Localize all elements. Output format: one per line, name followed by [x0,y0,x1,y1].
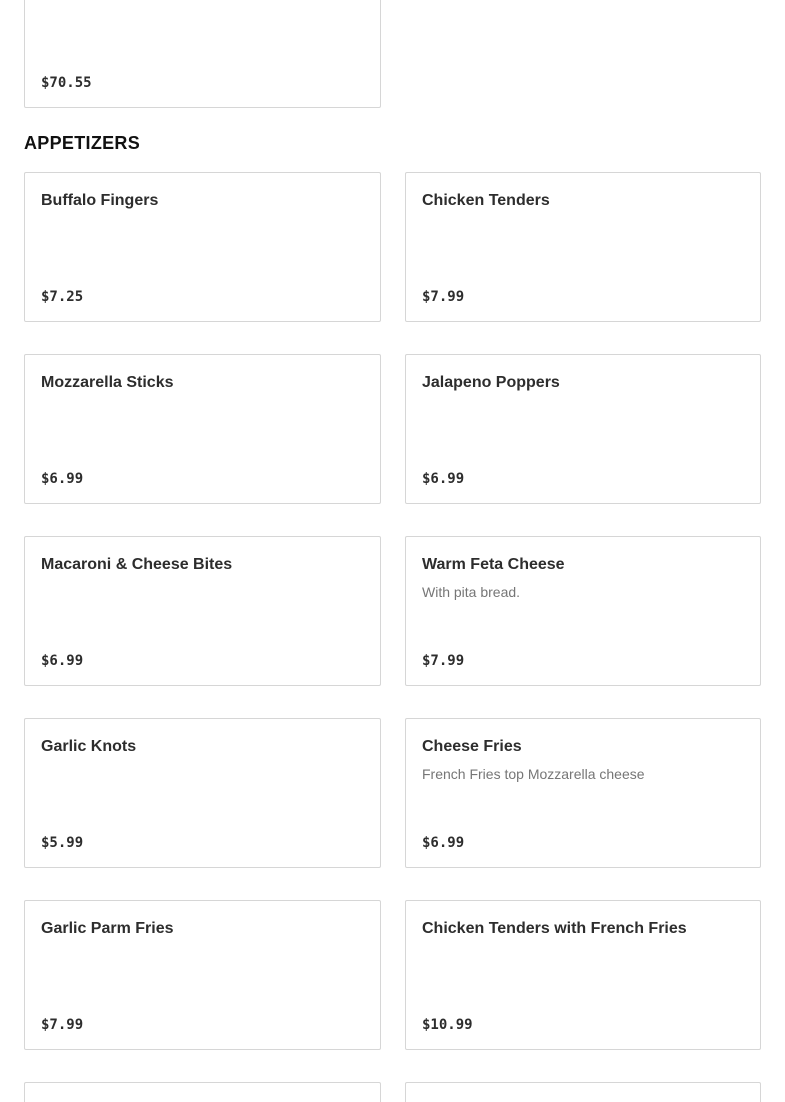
menu-item-card[interactable] [405,536,761,686]
item-price: $7.99 [422,289,465,305]
item-name: Cheese Fries [422,738,522,755]
item-name: Macaroni & Cheese Bites [41,556,233,573]
item-name: Chicken Tenders [422,192,550,209]
item-name: Buffalo Fingers [41,192,159,209]
item-price: $10.99 [422,1017,473,1033]
item-price: $7.99 [41,1017,84,1033]
menu-item-card[interactable] [405,172,761,322]
menu-item-card[interactable] [24,718,381,868]
item-name: Warm Feta Cheese [422,556,565,573]
item-price: $5.99 [41,835,84,851]
menu-item-card[interactable] [24,0,381,108]
menu-item-card[interactable] [24,172,381,322]
item-price: $7.25 [41,289,84,305]
menu-item-card[interactable] [24,354,381,504]
item-price: $7.99 [422,653,465,669]
menu-item-card[interactable] [405,718,761,868]
item-price: $6.99 [41,653,84,669]
item-price: $6.99 [422,471,465,487]
menu-item-card[interactable] [405,354,761,504]
item-name: Jalapeno Poppers [422,374,560,391]
item-name: Mozzarella Sticks [41,374,174,391]
menu-item-card[interactable] [24,536,381,686]
menu-item-card[interactable] [405,1082,761,1102]
item-price: $6.99 [422,835,465,851]
menu-item-card[interactable] [405,900,761,1050]
item-description: French Fries top Mozzarella cheese [422,766,645,782]
menu-item-card[interactable] [24,1082,381,1102]
section-heading: APPETIZERS [24,133,141,153]
item-name: Garlic Parm Fries [41,920,174,937]
item-description: With pita bread. [422,584,521,600]
menu-item-card[interactable] [24,900,381,1050]
item-name: Chicken Tenders with French Fries [422,920,687,937]
item-price: $70.55 [41,75,92,91]
item-price: $6.99 [41,471,84,487]
item-name: Garlic Knots [41,738,137,755]
